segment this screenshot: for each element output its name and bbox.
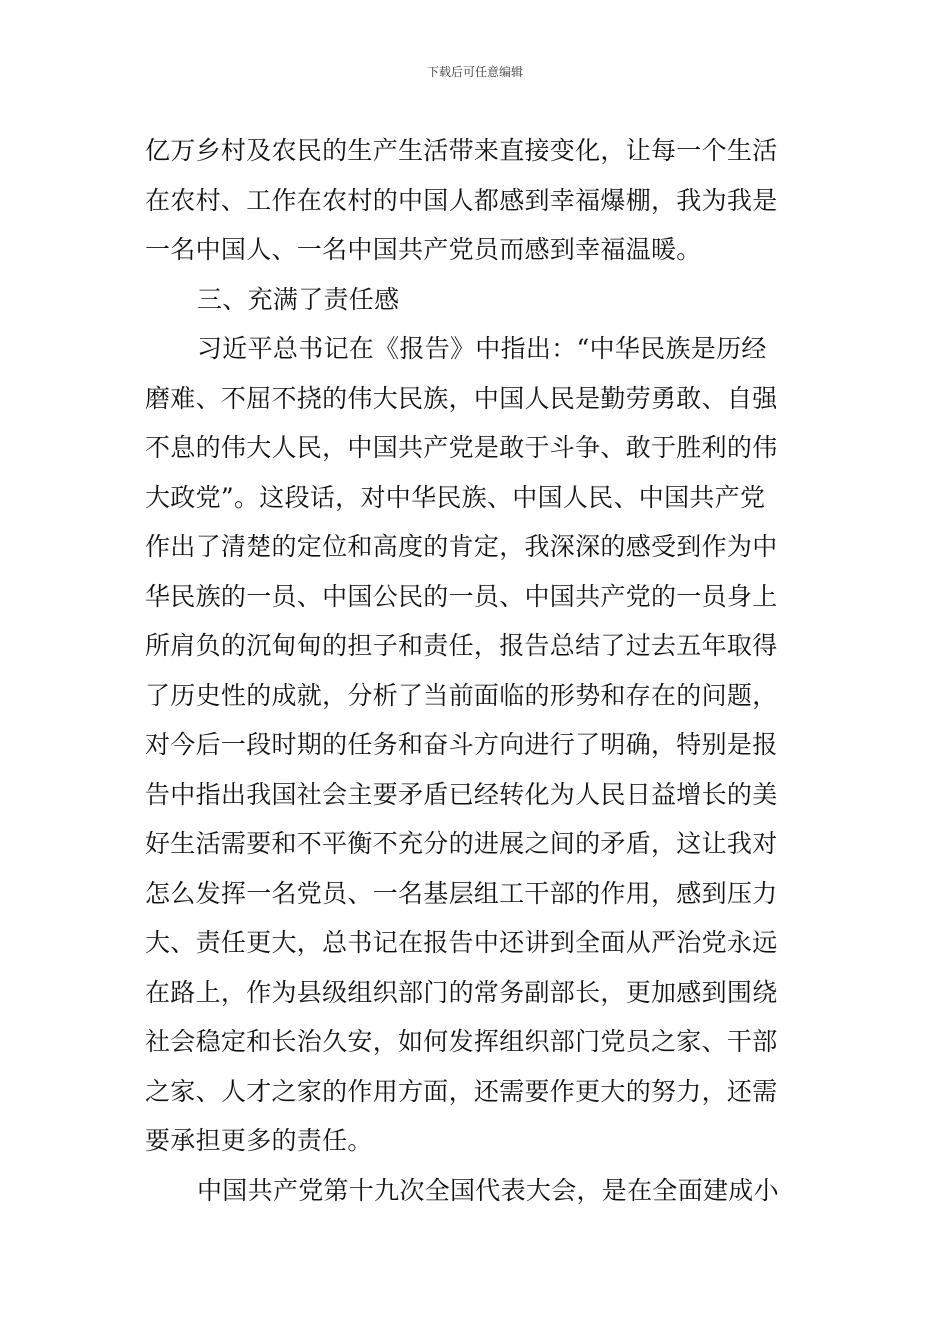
text-line: 在农村、工作在农村的中国人都感到幸福爆棚，我为我是	[145, 185, 778, 215]
paragraph-start-line: 中国共产党第十九次全国代表大会，是在全面建成小	[197, 1175, 779, 1205]
text-line: 怎么发挥一名党员、一名基层组工干部的作用，感到压力	[145, 878, 778, 908]
section-heading: 三、充满了责任感	[197, 284, 400, 314]
text-line: 一名中国人、一名中国共产党员而感到幸福温暖。	[145, 235, 702, 264]
page-header: 下载后可任意编辑	[426, 65, 523, 79]
text-line: 在路上，作为县级组织部门的常务副部长，更加感到围绕	[145, 977, 778, 1007]
text-line: 亿万乡村及农民的生产生活带来直接变化，让每一个生活	[145, 136, 778, 165]
text-line: 不息的伟大人民，中国共产党是敢于斗争、敢于胜利的伟	[145, 433, 778, 462]
text-line: 之家、人才之家的作用方面，还需要作更大的努力，还需	[145, 1076, 778, 1106]
paragraph-start-line: 习近平总书记在《报告》中指出：“中华民族是历经	[197, 334, 767, 363]
text-line: 大、责任更大，总书记在报告中还讲到全面从严治党永远	[145, 928, 778, 957]
text-line: 要承担更多的责任。	[145, 1126, 373, 1155]
text-line: 所肩负的沉甸甸的担子和责任，报告总结了过去五年取得	[145, 631, 778, 660]
text-line: 告中指出我国社会主要矛盾已经转化为人民日益增长的美	[145, 779, 778, 809]
text-line: 了历史性的成就，分析了当前面临的形势和存在的问题，	[145, 680, 778, 710]
text-line: 大政党”。这段话，对中华民族、中国人民、中国共产党	[145, 482, 766, 512]
text-line: 社会稳定和长治久安，如何发挥组织部门党员之家、干部	[145, 1027, 778, 1056]
text-line: 对今后一段时期的任务和奋斗方向进行了明确，特别是报	[145, 730, 778, 759]
text-line: 作出了清楚的定位和高度的肯定，我深深的感受到作为中	[145, 532, 778, 561]
text-line: 磨难、不屈不挠的伟大民族，中国人民是勤劳勇敢、自强	[145, 383, 778, 413]
text-line: 好生活需要和不平衡不充分的进展之间的矛盾，这让我对	[145, 829, 778, 858]
text-line: 华民族的一员、中国公民的一员、中国共产党的一员身上	[145, 581, 778, 611]
document-body	[145, 126, 809, 1215]
